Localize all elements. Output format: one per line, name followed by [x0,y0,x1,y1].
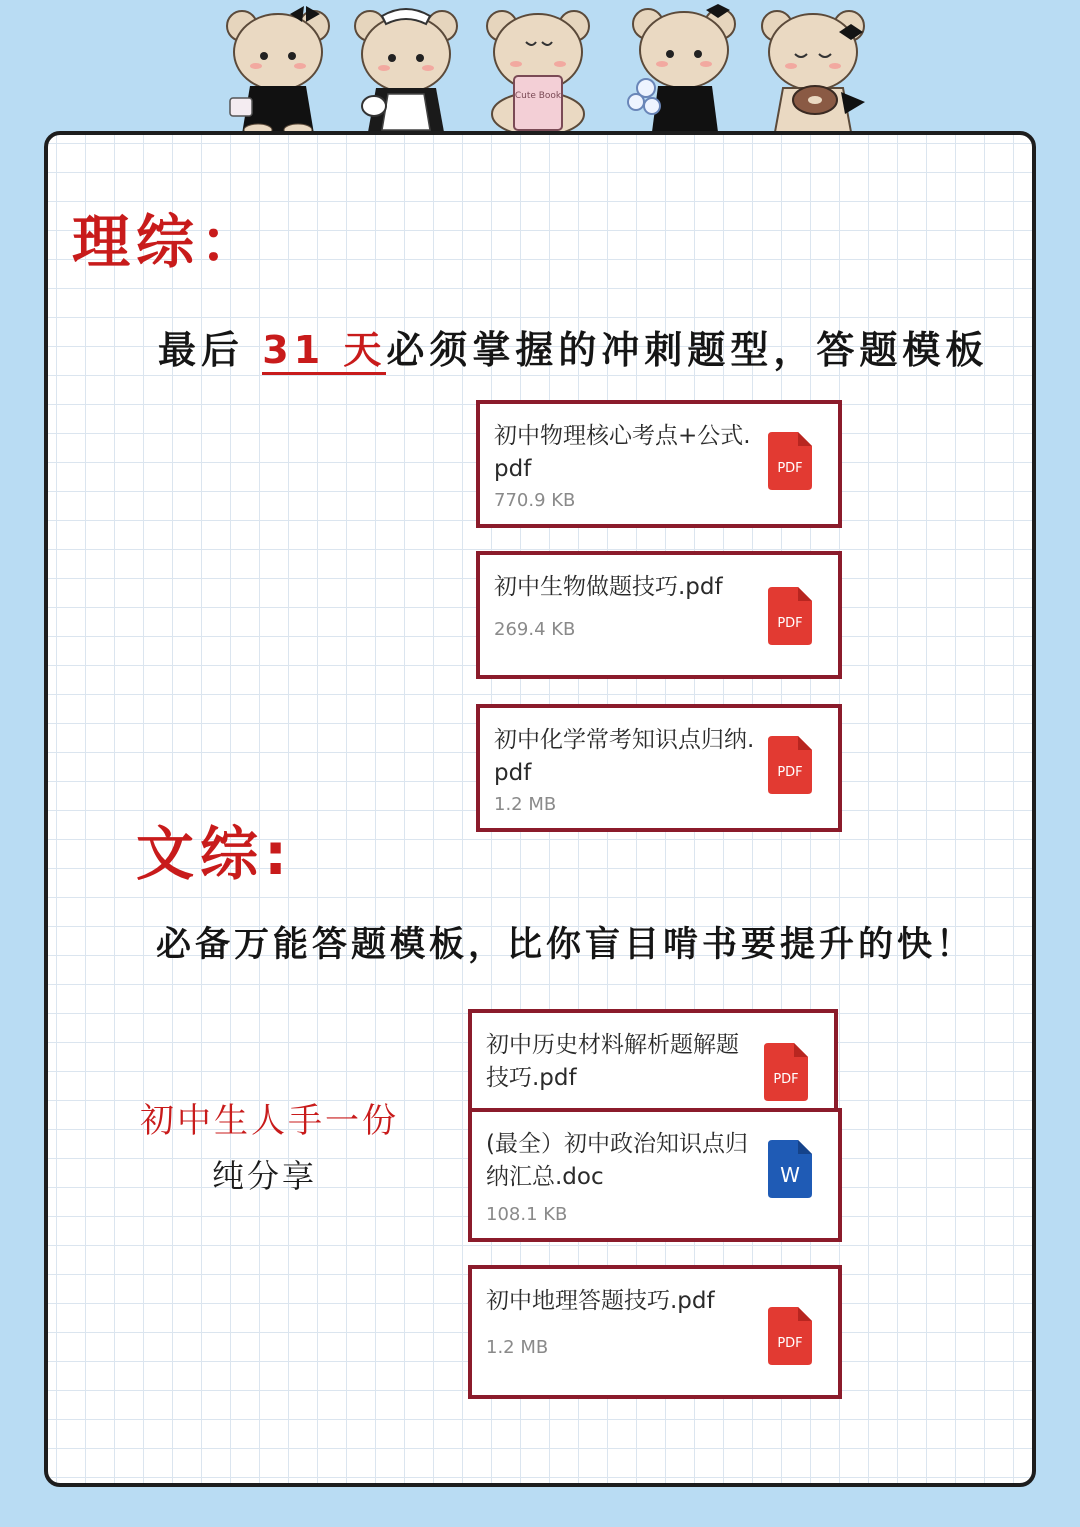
file-size: 1.2 MB [486,1337,549,1358]
file-card-history[interactable] [468,1009,838,1119]
pdf-icon-label: PDF [773,1072,799,1087]
word-doc-icon [768,1140,812,1198]
arts-subtitle: 必备万能答题模板，比你盲目啃书要提升的快！ [156,925,976,965]
file-name: (最全）初中政治知识点归纳汇总.doc [486,1131,748,1190]
file-card-geography[interactable] [468,1265,842,1399]
pdf-icon-label: PDF [777,461,803,476]
file-name: 初中生物做题技巧.pdf [494,574,723,600]
science-subtitle [158,319,988,374]
arts-section-title: 文综: [136,820,294,888]
file-card-physics[interactable] [476,400,842,528]
science-subtitle-after: 必须掌握的冲刺题型，答题模板 [386,328,989,372]
file-size: 269.4 KB [494,619,576,640]
grid-paper-card [44,131,1036,1487]
science-section-title: 理综： [72,208,265,276]
bear-maid-sticker [348,2,464,136]
pdf-icon-label: PDF [777,616,803,631]
bear-eating-donut-sticker [755,2,871,136]
file-name: 初中物理核心考点+公式.pdf [494,423,751,482]
science-subtitle-before: 最后 [158,328,245,372]
handwritten-note-black: 纯分享 [212,1157,318,1195]
pdf-icon [768,432,812,490]
bear-reading-book-sticker [480,2,596,136]
bear-with-bag-sticker [220,2,336,136]
file-size: 108.1 KB [486,1204,568,1225]
science-subtitle-highlight: 31 天 [262,328,386,375]
pdf-icon-label: PDF [777,765,803,780]
file-size: 770.9 KB [494,490,576,511]
file-size: 1.2 MB [494,794,557,815]
pdf-icon [768,1307,812,1365]
word-icon-label: W [780,1163,800,1187]
bear-stickers [210,0,880,140]
book-cover-text: Cute Book [514,91,562,101]
bear-with-flowers-sticker [626,2,742,136]
file-name: 初中历史材料解析题解题技巧.pdf [486,1032,739,1091]
file-name: 初中地理答题技巧.pdf [486,1288,715,1314]
pdf-icon-label: PDF [777,1336,803,1351]
file-card-biology[interactable] [476,551,842,679]
pdf-icon [768,736,812,794]
file-card-chemistry[interactable] [476,704,842,832]
file-card-politics[interactable] [468,1108,842,1242]
pdf-icon [764,1043,808,1101]
handwritten-note-red: 初中生人手一份 [140,1101,399,1141]
pdf-icon [768,587,812,645]
file-name: 初中化学常考知识点归纳.pdf [494,727,755,786]
